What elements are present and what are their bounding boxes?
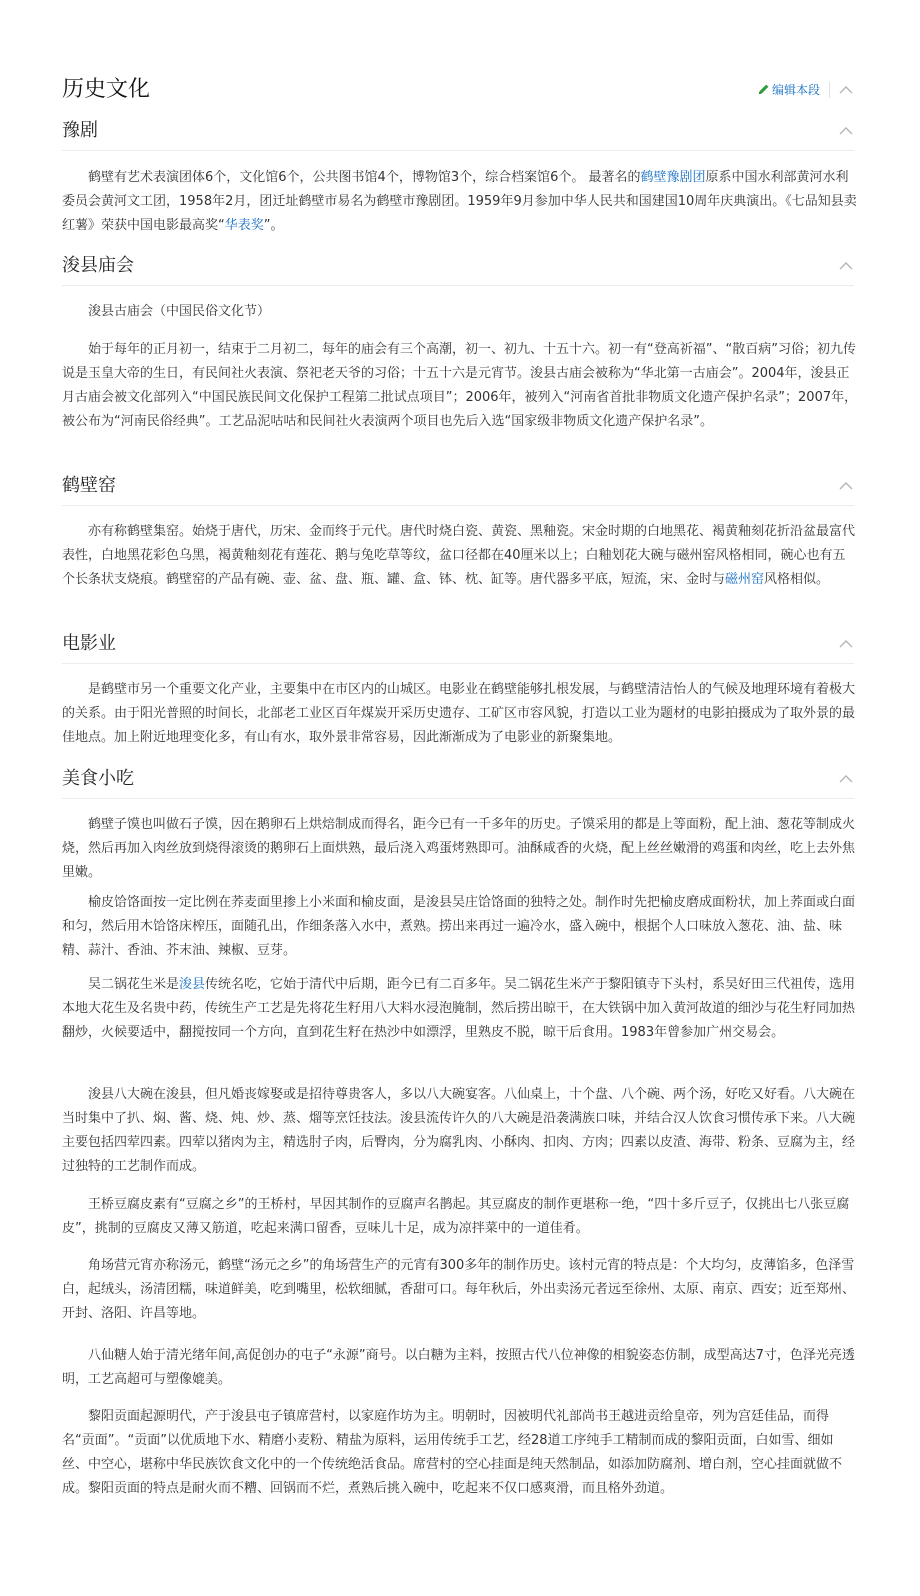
- text-run: 原系中国水利部黄河水利委员会黄河文工团，1958年2月，团迁址鹤壁市易名为鹤壁市豫剧团。1959年9月参加中华人民共和国建国10周年庆典演出。《七品知县卖红薯》荣获中国电影最高奖“: [62, 170, 857, 233]
- paragraph: [62, 166, 858, 238]
- section-header: [62, 116, 854, 151]
- paragraph: 角场营元宵亦称汤元，鹤壁“汤元之乡”的角场营生产的元宵有300多年的制作历史。该村元宵的特点是：个大均匀，皮薄馅多，色泽雪白，起绒头，汤清团糯，味道鲜美，吃到嘴里，松软细腻，香甜可口。每年秋后，外出卖汤元者远至徐州、太原、南京、西安；近至郑州、开封、洛阳、许昌等地。: [62, 1258, 856, 1321]
- section-title: 电影业: [62, 633, 116, 654]
- chevron-up-icon[interactable]: [838, 639, 854, 649]
- paragraph: 浚县八大碗在浚县，但凡婚丧嫁娶或是招待尊贵客人，多以八大碗宴客。八仙桌上，十个盘、八个碗、两个汤，好吃又好看。八大碗在当时集中了扒、焖、酱、烧、炖、炒、蒸、熘等烹饪技法。浚县流传许久的八大碗是沿袭满族口味，并结合汉人饮食习惯传承下来。八大碗主要包括四荤四素。四荤以猪肉为主，精选肘子肉，后臀肉，分为腐乳肉、小酥肉、扣肉、方肉；四素以皮渣、海带、粉条、豆腐为主，经过独特的工艺制作而成。: [62, 1087, 856, 1174]
- chevron-up-icon[interactable]: [838, 481, 854, 491]
- text-run: 亦有称鹤壁集窑。始烧于唐代，历宋、金而终于元代。唐代时烧白瓷、黄瓷、黑釉瓷。宋金时期的白地黑花、褐黄釉刻花折沿盆最富代表性，白地黑花彩色乌黑，褐黄釉刻花有莲花、鹅与兔吃草等纹，盆口径都在40厘米以上；白釉划花大碗与磁州窑风格相同，碗心也有五个长条状支烧痕。鹤壁窑的产品有碗、壶、盆、盘、瓶、罐、盒、钵、枕、缸等。唐代器多平底，短流，宋、金时与: [62, 524, 856, 587]
- edit-section-link[interactable]: [758, 81, 820, 99]
- text-run: 吴二锅花生米是: [88, 977, 180, 992]
- section-header: [62, 251, 854, 286]
- link-hebi-yuju-troupe[interactable]: 鹤壁豫剧团: [640, 170, 706, 185]
- section-hebi-kiln: [62, 471, 854, 506]
- section-title: 豫剧: [62, 120, 98, 141]
- section-xunxian-temple-fair: [62, 251, 854, 286]
- paragraph: 王桥豆腐皮素有“豆腐之乡”的王桥村，早因其制作的豆腐声名鹊起。其豆腐皮的制作更堪称一绝，“四十多斤豆子，仅挑出七八张豆腐皮”，挑制的豆腐皮又薄又筋道，吃起来满口留香，豆味儿十足，成为凉拌菜中的一道佳肴。: [62, 1197, 850, 1236]
- paragraph: 黎阳贡面起源明代，产于浚县屯子镇席营村，以家庭作坊为主。明朝时，因被明代礼部尚书王越进贡给皇帝，列为宫廷佳品，而得名“贡面”。“贡面”以优质地下水、精磨小麦粉、精盐为原料，运用传统手工艺，经28道工序纯手工精制而成的黎阳贡面，白如雪、细如丝、中空心，堪称中华民族饮食文化中的一个传统绝活食品。席营村的空心挂面是纯天然制品，如添加防腐剂、增白剂，空心挂面就做不成。黎阳贡面的特点是耐火而不糟、回锅而不烂，煮熟后挑入碗中，吃起来不仅口感爽滑，而且格外劲道。: [62, 1409, 843, 1496]
- text-run: ”。: [263, 218, 284, 233]
- section-header: [62, 471, 854, 506]
- paragraph: 八仙糖人始于清光绪年间,高促创办的屯子“永源”商号。以白糖为主料，按照古代八位神像的相貌姿态仿制，成型高达7寸，色泽光亮透明，工艺高超可与塑像媲美。: [62, 1348, 855, 1387]
- section-local-food: [62, 764, 854, 799]
- section-title: 鹤壁窑: [62, 475, 116, 496]
- section-header-history-culture: [62, 74, 854, 110]
- paragraph: 是鹤壁市另一个重要文化产业，主要集中在市区内的山城区。电影业在鹤壁能够扎根发展，与鹤壁清洁怡人的气候及地理环境有着极大的关系。由于阳光普照的时间长，北部老工业区百年煤炭开采历史遗存、工矿区市容风貌，打造以工业为题材的电影拍摄成为了取外景的最佳地点。加上附近地理变化多，有山有水，取外景非常容易，因此渐渐成为了电影业的新聚集地。: [62, 682, 856, 745]
- paragraph: 鹤壁子馍也叫做石子馍，因在鹅卵石上烘焙制成而得名，距今已有一千多年的历史。子馍采用的都是上等面粉，配上油、葱花等制成火烧，然后再加入肉丝放到烧得滚烫的鹅卵石上面烘熟，最后浇入鸡蛋烤熟即可。油酥咸香的火烧，配上丝丝嫩滑的鸡蛋和肉丝，吃上去外焦里嫩。: [62, 817, 856, 880]
- link-cizhou-kiln[interactable]: 磁州窑: [725, 572, 765, 587]
- paragraph: 浚县古庙会（中国民俗文化节）: [88, 304, 271, 319]
- paragraph: [62, 973, 858, 1045]
- chevron-up-icon[interactable]: [838, 261, 854, 271]
- paragraph: [62, 520, 858, 592]
- section-yuju: [62, 116, 854, 151]
- link-xunxian[interactable]: 浚县: [179, 977, 206, 992]
- section-title: 美食小吃: [62, 768, 134, 789]
- page-title: 历史文化: [62, 77, 151, 102]
- edit-section-label: 编辑本段: [771, 83, 820, 97]
- chevron-up-icon[interactable]: [838, 126, 854, 136]
- header-divider: [829, 82, 830, 98]
- section-header: [62, 629, 854, 664]
- section-film-industry: [62, 629, 854, 664]
- pencil-icon: [758, 83, 770, 95]
- section-header: [62, 764, 854, 799]
- section-title: 浚县庙会: [62, 255, 134, 276]
- text-run: 风格相似。: [764, 572, 830, 587]
- chevron-up-icon[interactable]: [838, 85, 854, 95]
- paragraph: 始于每年的正月初一，结束于二月初二，每年的庙会有三个高潮，初一、初九、十五十六。初一有“登高祈福”、“散百病”习俗；初九传说是玉皇大帝的生日，有民间社火表演、祭祀老天爷的习俗；十五十六是元宵节。浚县古庙会被称为“华北第一古庙会”。2004年，浚县正月古庙会被文化部列入“中国民族民间文化保护工程第二批试点项目”；2006年，被列入“河南省首批非物质文化遗产保护名录”；2007年，被公布为“河南民俗经典”。工艺品泥咕咕和民间社火表演两个项目也先后入选“国家级非物质文化遗产保护名录”。: [62, 342, 858, 429]
- text-run: 鹤壁有艺术表演团体6个，文化馆6个，公共图书馆4个，博物馆3个，综合档案馆6个。 最著名的: [88, 170, 641, 185]
- link-huabiao-award[interactable]: 华表奖: [224, 218, 264, 233]
- text-run: 传统名吃，它始于清代中后期，距今已有二百多年。吴二锅花生米产于黎阳镇寺下头村，系吴好田三代祖传，选用本地大花生及名贵中药，传统生产工艺是先将花生籽用八大料水浸泡腌制，然后捞出晾干，在大铁锅中加入黄河故道的细沙与花生籽同加热翻炒，火候要适中，翻搅按同一个方向，直到花生籽在热沙中如漂浮，里熟皮不脱，晾干后食用。1983年曾参加广州交易会。: [62, 977, 856, 1040]
- paragraph: 榆皮饸饹面按一定比例在荞麦面里掺上小米面和榆皮面，是浚县吴庄饸饹面的独特之处。制作时先把榆皮磨成面粉状，加上荞面或白面和匀，然后用木饸饹床榨压，面随孔出，作细条落入水中，煮熟。捞出来再过一遍冷水，盛入碗中，根据个人口味放入葱花、油、盐、味精、蒜汁、香油、芥末油、辣椒、豆芽。: [62, 895, 856, 958]
- chevron-up-icon[interactable]: [838, 774, 854, 784]
